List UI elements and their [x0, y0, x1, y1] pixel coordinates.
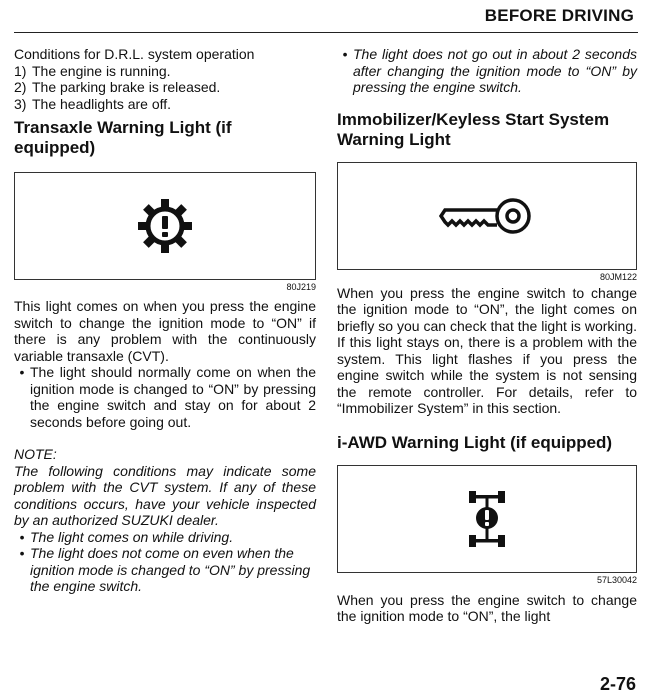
left-column [14, 46, 316, 595]
drl-conditions-title: Conditions for D.R.L. system operation [14, 46, 255, 62]
immobilizer-warning-heading: Immobilizer/Keyless Start System Warning Light [337, 109, 610, 149]
note-label: NOTE: [14, 446, 57, 462]
list-item: • The light should normally come on when the ignition mode is changed to “ON” by pressing the engine switch and stay on for about 2 seconds before going out. [19, 364, 316, 430]
page-number: 2-76 [599, 673, 636, 694]
list-item [14, 96, 316, 113]
gear-exclamation-icon [135, 196, 195, 256]
note-text: The following conditions may indicate some problem with the CVT system. If any of these conditions occurs, have your vehicle inspected by an authorized SUZUKI dealer. [14, 462, 316, 528]
list-item [14, 63, 316, 80]
page-header [14, 0, 638, 33]
figure-code: 80JM122 [599, 271, 637, 282]
immobilizer-description: When you press the engine switch to change the ignition mode to “ON”, the light comes on briefly so you can check that the light is working. If this light stays on, there is a problem with the system. This light flashes if you press the engine switch while the system is not sensing the remote controller. For details, refer to “Immobilizer System” in this section. [337, 284, 637, 416]
awd-description: When you press the engine switch to change the ignition mode to “ON”, the light [337, 591, 637, 624]
transaxle-warning-heading: Transaxle Warning Light (if equipped) [14, 118, 232, 157]
awd-warning-heading: i-AWD Warning Light (if equipped) [337, 432, 613, 452]
item-text: The parking brake is released. [32, 79, 221, 95]
immobilizer-figure [337, 162, 637, 270]
bullet-text: The light should normally come on when the ignition mode is changed to “ON” by pressing the engine switch and stay on for about 2 seconds before going out. [30, 364, 316, 430]
item-number: 1) [14, 62, 27, 79]
item-number: 2) [14, 79, 27, 95]
list-item: • The light does not come on even when the ignition mode is changed to “ON” by pressing the engine switch. [14, 545, 316, 595]
drl-conditions-list [14, 63, 316, 113]
figure-code: 80J219 [286, 282, 316, 292]
list-item: • The light comes on while driving. [14, 529, 316, 546]
transaxle-figure [14, 172, 316, 280]
awd-figure [337, 465, 637, 573]
bullet-text: The light does not go out in about 2 seconds after changing the ignition mode to “ON” by pressing the engine switch. [353, 46, 637, 95]
list-item [14, 79, 316, 96]
bullet-text: The light comes on while driving. [30, 528, 234, 545]
awd-drivetrain-icon [464, 487, 510, 551]
right-column [337, 46, 637, 625]
key-icon [439, 194, 535, 238]
item-number: 3) [14, 95, 27, 112]
list-item: • The light does not go out in about 2 seconds after changing the ignition mode to “ON” by pressing the engine switch. [342, 46, 637, 95]
bullet-text: The light does not come on even when the ignition mode is changed to “ON” by pressing the engine switch. [30, 545, 311, 594]
section-title: BEFORE DRIVING [484, 6, 634, 25]
transaxle-description: This light comes on when you press the engine switch to change the ignition mode to “ON” if there is any problem with the continuously variable transaxle (CVT). [14, 298, 316, 364]
item-text: The headlights are off. [32, 95, 172, 112]
figure-code: 57L30042 [596, 574, 637, 585]
item-text: The engine is running. [32, 62, 171, 79]
